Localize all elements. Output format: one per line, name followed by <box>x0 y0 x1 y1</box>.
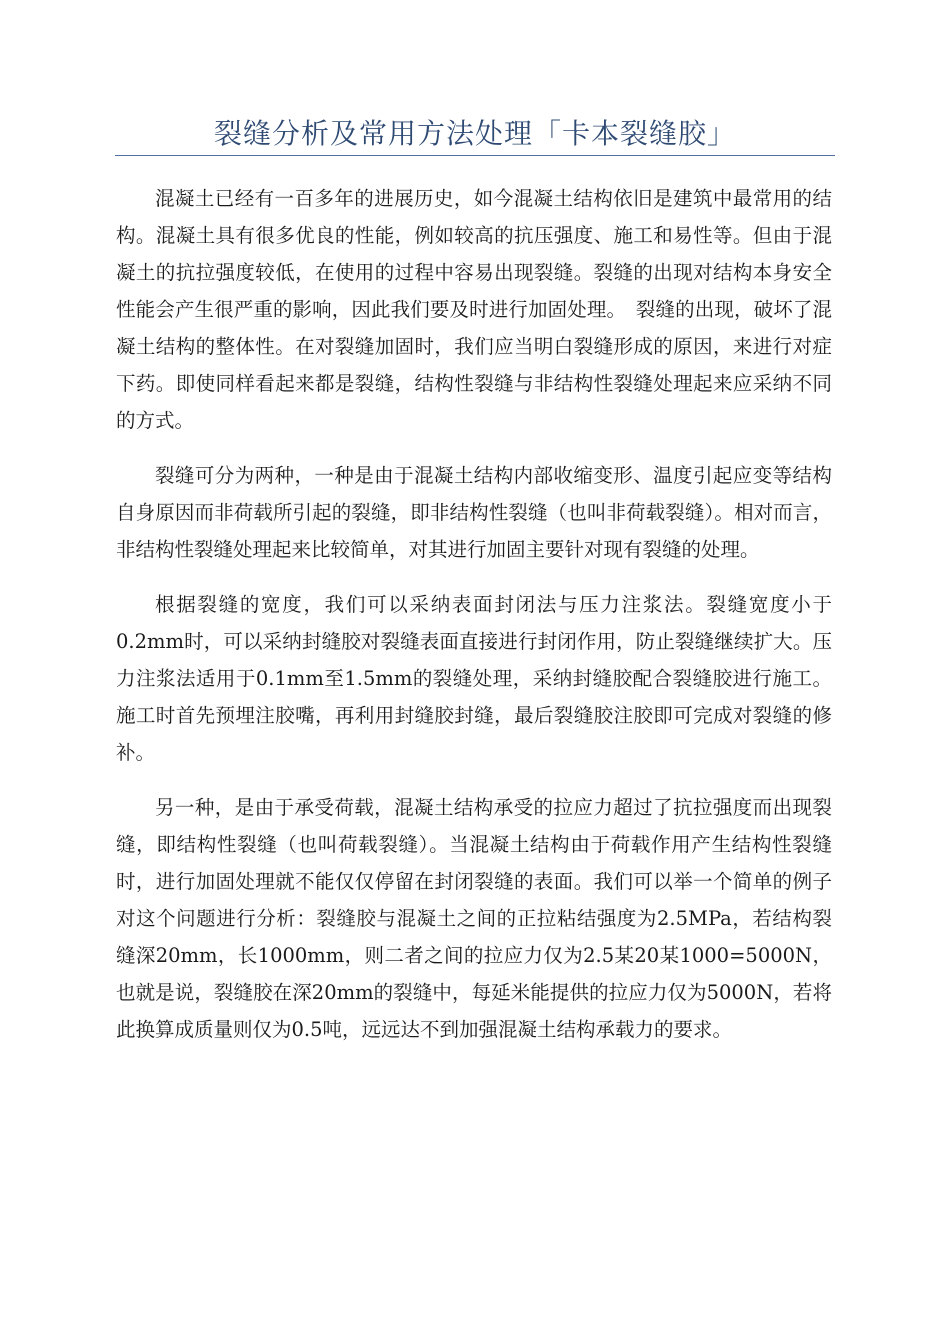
paragraph-repair-methods: 根据裂缝的宽度，我们可以采纳表面封闭法与压力注浆法。裂缝宽度小于0.2mm时，可以采纳封缝胶对裂缝表面直接进行封闭作用，防止裂缝继续扩大。压力注浆法适用于0.1mm至1.5mm的裂缝处理，采纳封缝胶配合裂缝胶进行施工。施工时首先预埋注胶嘴，再利用封缝胶封缝，最后裂缝胶注胶即可完成对裂缝的修补。 <box>116 593 832 764</box>
paragraph-nonstructural-cracks: 裂缝可分为两种，一种是由于混凝土结构内部收缩变形、温度引起应变等结构自身原因而非荷载所引起的裂缝，即非结构性裂缝（也叫非荷载裂缝）。相对而言，非结构性裂缝处理起来比较简单，对其进行加固主要针对现有裂缝的处理。 <box>116 464 832 561</box>
document-body <box>116 180 832 1066</box>
paragraph-structural-cracks: 另一种，是由于承受荷载，混凝土结构承受的拉应力超过了抗拉强度而出现裂缝，即结构性裂缝（也叫荷载裂缝）。当混凝土结构由于荷载作用产生结构性裂缝时，进行加固处理就不能仅仅停留在封闭裂缝的表面。我们可以举一个简单的例子对这个问题进行分析：裂缝胶与混凝土之间的正拉粘结强度为2.5MPa，若结构裂缝深20mm，长1000mm，则二者之间的拉应力仅为2.5某20某1000=5000N，也就是说，裂缝胶在深20mm的裂缝中，每延米能提供的拉应力仅为5000N，若将此换算成质量则仅为0.5吨，远远达不到加强混凝土结构承载力的要求。 <box>116 796 832 1041</box>
title-underline <box>115 155 835 156</box>
paragraph-intro: 混凝土已经有一百多年的进展历史，如今混凝土结构依旧是建筑中最常用的结构。混凝土具有很多优良的性能，例如较高的抗压强度、施工和易性等。但由于混凝土的抗拉强度较低，在使用的过程中容易出现裂缝。裂缝的出现对结构本身安全性能会产生很严重的影响，因此我们要及时进行加固处理。 裂缝的出现，破坏了混凝土结构的整体性。在对裂缝加固时，我们应当明白裂缝形成的原因，来进行对症下药。即使同样看起来都是裂缝，结构性裂缝与非结构性裂缝处理起来应采纳不同的方式。 <box>116 187 832 432</box>
document-title: 裂缝分析及常用方法处理「卡本裂缝胶」 <box>213 117 736 150</box>
